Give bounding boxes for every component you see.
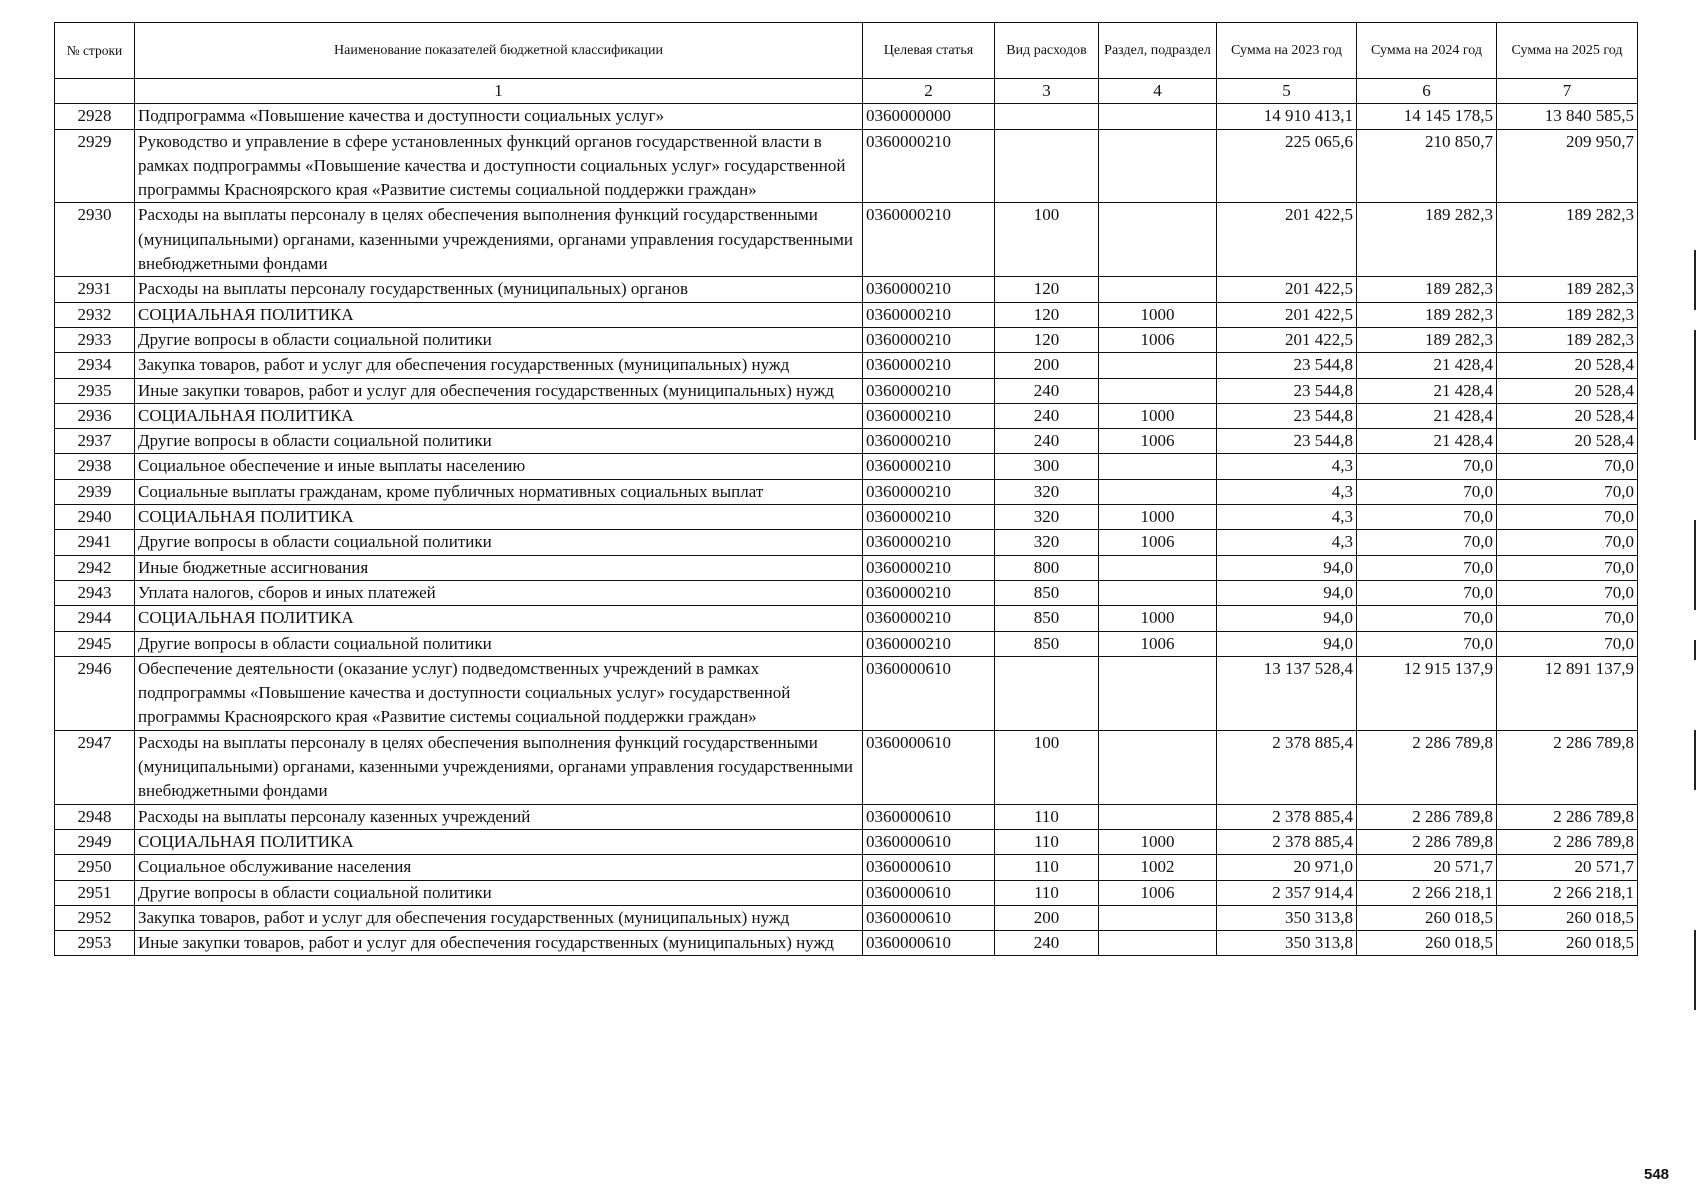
sum-2024: 21 428,4 [1357,378,1497,403]
sum-2023: 2 378 885,4 [1217,829,1357,854]
expense-kind: 200 [995,905,1099,930]
indicator-name: Закупка товаров, работ и услуг для обеспечения государственных (муниципальных) нужд [135,905,863,930]
expense-kind: 240 [995,931,1099,956]
indicator-name: СОЦИАЛЬНАЯ ПОЛИТИКА [135,505,863,530]
sum-2023: 350 313,8 [1217,905,1357,930]
table-row [55,479,1638,504]
section-subsection [1099,905,1217,930]
section-subsection [1099,454,1217,479]
sum-2024: 21 428,4 [1357,429,1497,454]
indicator-name: Другие вопросы в области социальной политики [135,327,863,352]
sum-2023: 2 378 885,4 [1217,730,1357,804]
sum-2025: 12 891 137,9 [1497,656,1638,730]
sum-2023: 350 313,8 [1217,931,1357,956]
expense-kind: 120 [995,277,1099,302]
sum-2023: 2 357 914,4 [1217,880,1357,905]
section-subsection: 1006 [1099,631,1217,656]
expense-kind: 110 [995,804,1099,829]
target-article: 0360000210 [863,353,995,378]
sum-2023: 4,3 [1217,505,1357,530]
sum-2023: 13 137 528,4 [1217,656,1357,730]
sum-2025: 70,0 [1497,606,1638,631]
sum-2025: 20 571,7 [1497,855,1638,880]
section-subsection [1099,479,1217,504]
section-subsection [1099,277,1217,302]
expense-kind: 320 [995,505,1099,530]
sum-2023: 23 544,8 [1217,378,1357,403]
column-number [55,79,135,104]
sum-2023: 20 971,0 [1217,855,1357,880]
sum-2025: 260 018,5 [1497,931,1638,956]
sum-2023: 4,3 [1217,454,1357,479]
table-row [55,606,1638,631]
sum-2025: 13 840 585,5 [1497,104,1638,129]
sum-2024: 189 282,3 [1357,302,1497,327]
expense-kind: 100 [995,203,1099,277]
indicator-name: Другие вопросы в области социальной политики [135,631,863,656]
target-article: 0360000210 [863,277,995,302]
expense-kind: 200 [995,353,1099,378]
sum-2023: 94,0 [1217,606,1357,631]
target-article: 0360000610 [863,880,995,905]
target-article: 0360000210 [863,129,995,203]
sum-2025: 70,0 [1497,555,1638,580]
section-subsection: 1000 [1099,302,1217,327]
section-subsection: 1000 [1099,829,1217,854]
sum-2025: 260 018,5 [1497,905,1638,930]
sum-2023: 201 422,5 [1217,203,1357,277]
header-kind: Вид расходов [995,23,1099,79]
indicator-name: Иные бюджетные ассигнования [135,555,863,580]
table-row [55,277,1638,302]
row-number: 2944 [55,606,135,631]
sum-2024: 2 286 789,8 [1357,804,1497,829]
indicator-name: Закупка товаров, работ и услуг для обеспечения государственных (муниципальных) нужд [135,353,863,378]
section-subsection [1099,353,1217,378]
indicator-name: Обеспечение деятельности (оказание услуг) подведомственных учреждений в рамках подпрограммы «Повышение качества и доступности социальных услуг» государственной программы Красноярского края «Развитие системы социальной поддержки граждан» [135,656,863,730]
row-number: 2933 [55,327,135,352]
table-row [55,454,1638,479]
row-number: 2939 [55,479,135,504]
table-row [55,555,1638,580]
column-number: 1 [135,79,863,104]
sum-2025: 189 282,3 [1497,302,1638,327]
section-subsection [1099,378,1217,403]
sum-2023: 94,0 [1217,555,1357,580]
section-subsection: 1006 [1099,429,1217,454]
indicator-name: Руководство и управление в сфере установленных функций органов государственной власти в рамках подпрограммы «Повышение качества и доступности социальных услуг» государственной программы Красноярского края «Развитие системы социальной поддержки граждан» [135,129,863,203]
expense-kind: 120 [995,327,1099,352]
column-number: 2 [863,79,995,104]
sum-2025: 2 286 789,8 [1497,730,1638,804]
row-number: 2932 [55,302,135,327]
table-row [55,403,1638,428]
row-number: 2929 [55,129,135,203]
indicator-name: Социальные выплаты гражданам, кроме публичных нормативных социальных выплат [135,479,863,504]
section-subsection: 1000 [1099,403,1217,428]
row-number: 2948 [55,804,135,829]
expense-kind: 320 [995,530,1099,555]
target-article: 0360000000 [863,104,995,129]
expense-kind: 300 [995,454,1099,479]
sum-2025: 189 282,3 [1497,327,1638,352]
row-number: 2937 [55,429,135,454]
column-number: 6 [1357,79,1497,104]
sum-2025: 189 282,3 [1497,277,1638,302]
expense-kind: 240 [995,429,1099,454]
expense-kind: 800 [995,555,1099,580]
target-article: 0360000210 [863,479,995,504]
sum-2025: 70,0 [1497,505,1638,530]
table-row [55,203,1638,277]
sum-2023: 94,0 [1217,631,1357,656]
indicator-name: Другие вопросы в области социальной политики [135,880,863,905]
sum-2023: 225 065,6 [1217,129,1357,203]
target-article: 0360000610 [863,829,995,854]
sum-2024: 260 018,5 [1357,931,1497,956]
sum-2024: 14 145 178,5 [1357,104,1497,129]
sum-2024: 70,0 [1357,454,1497,479]
column-number: 5 [1217,79,1357,104]
sum-2025: 2 286 789,8 [1497,804,1638,829]
expense-kind: 110 [995,880,1099,905]
scan-edge-mark [1694,330,1696,440]
sum-2024: 189 282,3 [1357,203,1497,277]
sum-2025: 70,0 [1497,580,1638,605]
expense-kind [995,656,1099,730]
indicator-name: СОЦИАЛЬНАЯ ПОЛИТИКА [135,829,863,854]
table-row [55,580,1638,605]
header-name: Наименование показателей бюджетной классификации [135,23,863,79]
table-row [55,931,1638,956]
header-row-no: № строки [55,23,135,79]
target-article: 0360000610 [863,855,995,880]
section-subsection [1099,203,1217,277]
indicator-name: Расходы на выплаты персоналу казенных учреждений [135,804,863,829]
scan-edge-mark [1694,640,1696,660]
section-subsection [1099,104,1217,129]
sum-2023: 4,3 [1217,530,1357,555]
sum-2025: 70,0 [1497,631,1638,656]
sum-2023: 4,3 [1217,479,1357,504]
target-article: 0360000210 [863,403,995,428]
page-number: 548 [1644,1166,1670,1183]
sum-2023: 23 544,8 [1217,429,1357,454]
target-article: 0360000610 [863,730,995,804]
section-subsection: 1000 [1099,606,1217,631]
column-number: 7 [1497,79,1638,104]
indicator-name: Социальное обеспечение и иные выплаты населению [135,454,863,479]
sum-2024: 70,0 [1357,479,1497,504]
header-sum-2023: Сумма на 2023 год [1217,23,1357,79]
sum-2025: 2 286 789,8 [1497,829,1638,854]
target-article: 0360000610 [863,804,995,829]
section-subsection: 1002 [1099,855,1217,880]
table-row [55,429,1638,454]
sum-2025: 20 528,4 [1497,353,1638,378]
expense-kind: 120 [995,302,1099,327]
indicator-name: СОЦИАЛЬНАЯ ПОЛИТИКА [135,302,863,327]
expense-kind: 240 [995,403,1099,428]
sum-2024: 70,0 [1357,530,1497,555]
row-number: 2931 [55,277,135,302]
header-sum-2025: Сумма на 2025 год [1497,23,1638,79]
row-number: 2936 [55,403,135,428]
target-article: 0360000210 [863,327,995,352]
sum-2025: 20 528,4 [1497,378,1638,403]
section-subsection: 1006 [1099,530,1217,555]
target-article: 0360000610 [863,905,995,930]
expense-kind [995,129,1099,203]
sum-2024: 12 915 137,9 [1357,656,1497,730]
table-row [55,804,1638,829]
table-row [55,104,1638,129]
sum-2023: 2 378 885,4 [1217,804,1357,829]
indicator-name: СОЦИАЛЬНАЯ ПОЛИТИКА [135,606,863,631]
table-row [55,880,1638,905]
budget-table [54,22,1638,956]
indicator-name: СОЦИАЛЬНАЯ ПОЛИТИКА [135,403,863,428]
expense-kind: 850 [995,606,1099,631]
sum-2023: 94,0 [1217,580,1357,605]
row-number: 2947 [55,730,135,804]
row-number: 2934 [55,353,135,378]
sum-2025: 70,0 [1497,530,1638,555]
sum-2025: 70,0 [1497,454,1638,479]
expense-kind [995,104,1099,129]
row-number: 2943 [55,580,135,605]
scan-edge-mark [1694,930,1696,1010]
sum-2023: 201 422,5 [1217,327,1357,352]
section-subsection [1099,129,1217,203]
row-number: 2951 [55,880,135,905]
sum-2024: 70,0 [1357,580,1497,605]
header-sum-2024: Сумма на 2024 год [1357,23,1497,79]
sum-2024: 189 282,3 [1357,277,1497,302]
target-article: 0360000210 [863,203,995,277]
target-article: 0360000210 [863,606,995,631]
row-number: 2938 [55,454,135,479]
sum-2023: 23 544,8 [1217,403,1357,428]
row-number: 2935 [55,378,135,403]
table-row [55,530,1638,555]
sum-2024: 2 286 789,8 [1357,730,1497,804]
section-subsection [1099,656,1217,730]
indicator-name: Иные закупки товаров, работ и услуг для обеспечения государственных (муниципальных) нужд [135,931,863,956]
sum-2024: 70,0 [1357,631,1497,656]
table-row [55,378,1638,403]
sum-2025: 70,0 [1497,479,1638,504]
row-number: 2949 [55,829,135,854]
table-row [55,302,1638,327]
row-number: 2946 [55,656,135,730]
table-row [55,129,1638,203]
sum-2024: 2 266 218,1 [1357,880,1497,905]
sum-2024: 70,0 [1357,555,1497,580]
target-article: 0360000210 [863,505,995,530]
sum-2023: 201 422,5 [1217,277,1357,302]
sum-2025: 20 528,4 [1497,429,1638,454]
sum-2024: 210 850,7 [1357,129,1497,203]
section-subsection [1099,931,1217,956]
sum-2024: 21 428,4 [1357,353,1497,378]
target-article: 0360000210 [863,429,995,454]
target-article: 0360000210 [863,555,995,580]
indicator-name: Иные закупки товаров, работ и услуг для обеспечения государственных (муниципальных) нужд [135,378,863,403]
indicator-name: Расходы на выплаты персоналу в целях обеспечения выполнения функций государственными (муниципальными) органами, казенными учреждениями, органами управления государственными внебюджетными фондами [135,203,863,277]
expense-kind: 100 [995,730,1099,804]
indicator-name: Другие вопросы в области социальной политики [135,530,863,555]
indicator-name: Другие вопросы в области социальной политики [135,429,863,454]
expense-kind: 320 [995,479,1099,504]
row-number: 2945 [55,631,135,656]
scan-edge-mark [1694,730,1696,790]
section-subsection [1099,804,1217,829]
target-article: 0360000210 [863,631,995,656]
scan-edge-mark [1694,520,1696,610]
section-subsection [1099,555,1217,580]
target-article: 0360000610 [863,931,995,956]
sum-2025: 2 266 218,1 [1497,880,1638,905]
table-row [55,730,1638,804]
row-number: 2952 [55,905,135,930]
section-subsection: 1000 [1099,505,1217,530]
table-row [55,327,1638,352]
sum-2024: 70,0 [1357,606,1497,631]
expense-kind: 110 [995,829,1099,854]
row-number: 2928 [55,104,135,129]
table-body [55,104,1638,956]
sum-2023: 14 910 413,1 [1217,104,1357,129]
row-number: 2950 [55,855,135,880]
table-row [55,631,1638,656]
table-row [55,905,1638,930]
target-article: 0360000610 [863,656,995,730]
sum-2023: 201 422,5 [1217,302,1357,327]
section-subsection: 1006 [1099,880,1217,905]
sum-2024: 2 286 789,8 [1357,829,1497,854]
column-number: 3 [995,79,1099,104]
header-section: Раздел, подраздел [1099,23,1217,79]
row-number: 2930 [55,203,135,277]
expense-kind: 850 [995,580,1099,605]
sum-2024: 70,0 [1357,505,1497,530]
row-number: 2942 [55,555,135,580]
target-article: 0360000210 [863,580,995,605]
expense-kind: 110 [995,855,1099,880]
table-row [55,353,1638,378]
indicator-name: Социальное обслуживание населения [135,855,863,880]
column-number: 4 [1099,79,1217,104]
target-article: 0360000210 [863,378,995,403]
header-target: Целевая статья [863,23,995,79]
sum-2025: 20 528,4 [1497,403,1638,428]
target-article: 0360000210 [863,530,995,555]
sum-2024: 260 018,5 [1357,905,1497,930]
table-row [55,829,1638,854]
indicator-name: Уплата налогов, сборов и иных платежей [135,580,863,605]
row-number: 2953 [55,931,135,956]
scan-edge-mark [1694,250,1696,310]
indicator-name: Расходы на выплаты персоналу государственных (муниципальных) органов [135,277,863,302]
sum-2024: 20 571,7 [1357,855,1497,880]
sum-2025: 209 950,7 [1497,129,1638,203]
row-number: 2941 [55,530,135,555]
indicator-name: Подпрограмма «Повышение качества и доступности социальных услуг» [135,104,863,129]
table-row [55,855,1638,880]
section-subsection: 1006 [1099,327,1217,352]
sum-2024: 21 428,4 [1357,403,1497,428]
target-article: 0360000210 [863,302,995,327]
expense-kind: 850 [995,631,1099,656]
sum-2025: 189 282,3 [1497,203,1638,277]
section-subsection [1099,580,1217,605]
target-article: 0360000210 [863,454,995,479]
sum-2024: 189 282,3 [1357,327,1497,352]
expense-kind: 240 [995,378,1099,403]
section-subsection [1099,730,1217,804]
table-row [55,505,1638,530]
header-row [55,23,1638,79]
column-number-row [55,79,1638,104]
table-row [55,656,1638,730]
row-number: 2940 [55,505,135,530]
indicator-name: Расходы на выплаты персоналу в целях обеспечения выполнения функций государственными (муниципальными) органами, казенными учреждениями, органами управления государственными внебюджетными фондами [135,730,863,804]
sum-2023: 23 544,8 [1217,353,1357,378]
